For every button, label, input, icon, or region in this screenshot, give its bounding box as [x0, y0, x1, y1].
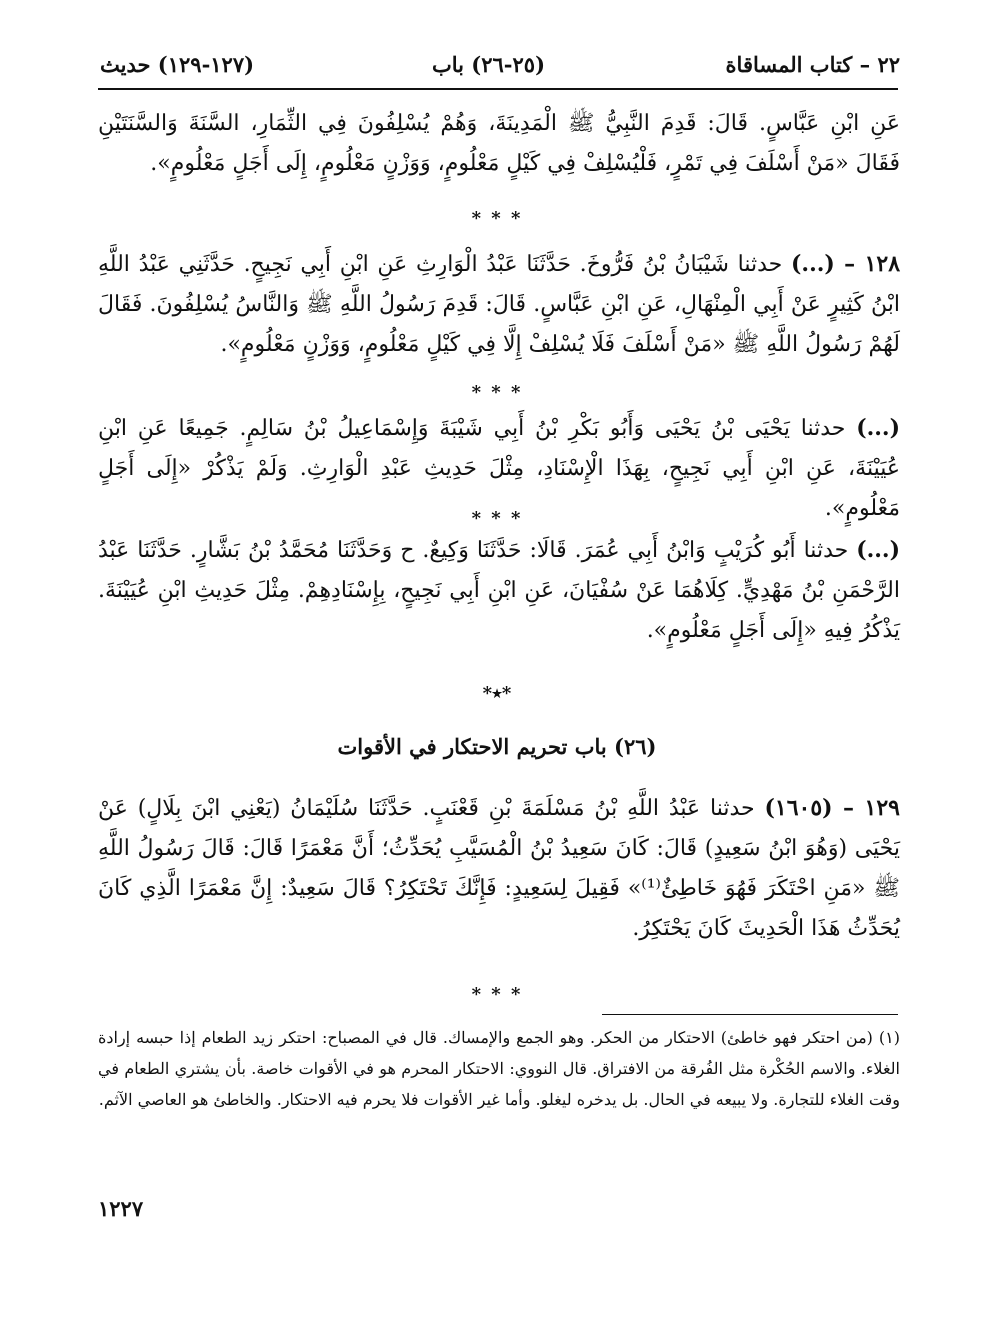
chapter-separator: *٭*	[482, 683, 512, 704]
hadith-number: ١٢٨ – (...)	[791, 251, 901, 277]
hadith-129	[98, 788, 900, 949]
hadith-number: (...)	[856, 537, 900, 563]
hadith-number: ١٢٩ – (١٦٠٥)	[764, 795, 900, 821]
footnote-rule	[602, 1014, 898, 1015]
hadith-text: حدثنا عَبْدُ اللَّهِ بْنُ مَسْلَمَةَ بْنِ قَعْنَبٍ. حَدَّثَنَا سُلَيْمَانُ (يَعْنِي ابْنَ بِلَالٍ) عَنْ يَحْيَى (وَهُوَ ابْنُ سَعِيدٍ) قَالَ: كَانَ سَعِيدُ بْنُ الْمُسَيَّبِ يُحَدِّثُ؛ أَنَّ مَعْمَرًا قَالَ: قَالَ رَسُولُ اللَّهِ ﷺ «مَنِ احْتَكَرَ فَهُوَ خَاطِئٌ⁽¹⁾» فَقِيلَ لِسَعِيدٍ: فَإِنَّكَ تَحْتَكِرُ؟ قَالَ سَعِيدٌ: إِنَّ مَعْمَرًا الَّذِي كَانَ يُحَدِّثُ هَذَا الْحَدِيثَ كَانَ يَحْتَكِرُ.	[98, 796, 900, 941]
section-separator: * * *	[471, 208, 523, 229]
page-number: ١٢٢٧	[98, 1196, 144, 1221]
hadith-number: (...)	[856, 415, 900, 441]
section-separator: * * *	[471, 508, 523, 529]
footnote: (١) (من احتكر فهو خاطئ) الاحتكار من الحكر. وهو الجمع والإمساك. قال في المصباح: احتكر زيد الطعام إذا حبسه إرادة الغلاء. والاسم الحُكْرة مثل الفُرقة من الافتراق. قال النووي: الاحتكار المحرم هو في الأقوات خاصة. بأن يشتري الطعام في وقت الغلاء للتجارة. ولا يبيعه في الحال. بل يدخره ليغلو. وأما غير الأقوات فلا يحرم فيه الاحتكار. والخاطئ هو العاصي الآثم.	[98, 1028, 901, 1109]
header-book-title: ٢٢ – كتاب المساقاة	[725, 52, 900, 77]
hadith-128	[98, 244, 900, 365]
chapter-heading: (٢٦) باب تحريم الاحتكار في الأقوات	[337, 734, 657, 759]
hadith-128-chain-b	[98, 530, 900, 651]
running-header	[100, 48, 900, 84]
hadith-text: حدثنا أَبُو كُرَيْبٍ وَابْنُ أَبِي عُمَرَ. قَالَا: حَدَّثَنَا وَكِيعٌ. ح وَحَدَّثَنَا مُحَمَّدُ بْنُ بَشَّارٍ. حَدَّثَنَا عَبْدُ الرَّحْمَنِ بْنُ مَهْدِيٍّ. كِلَاهُمَا عَنْ سُفْيَانَ، عَنِ ابْنِ أَبِي نَجِيحٍ، بِإِسْنَادِهِمْ. مِثْلَ حَدِيثِ ابْنِ عُيَيْنَةَ. يَذْكُرُ فِيهِ «إِلَى أَجَلٍ مَعْلُومٍ».	[98, 538, 900, 643]
hadith-continuation	[98, 104, 900, 184]
hadith-text: حدثنا شَيْبَانُ بْنُ فَرُّوخَ. حَدَّثَنَا عَبْدُ الْوَارِثِ عَنِ ابْنِ أَبِي نَجِيحٍ. حَدَّثَنِي عَبْدُ اللَّهِ ابْنُ كَثِيرٍ عَنْ أَبِي الْمِنْهَالِ، عَنِ ابْنِ عَبَّاسٍ. قَالَ: قَدِمَ رَسُولُ اللَّهِ ﷺ وَالنَّاسُ يُسْلِفُونَ. فَقَالَ لَهُمْ رَسُولُ اللَّهِ ﷺ «مَنْ أَسْلَفَ فَلَا يُسْلِفْ إِلَّا فِي كَيْلٍ مَعْلُومٍ، وَوَزْنٍ مَعْلُومٍ».	[98, 252, 900, 357]
header-chapter-range: (٢٥-٢٦) باب	[431, 52, 545, 77]
header-rule	[98, 88, 898, 90]
header-hadith-range: (١٢٧-١٢٩) حديث	[100, 52, 255, 77]
section-separator: * * *	[471, 984, 523, 1005]
hadith-text: عَنِ ابْنِ عَبَّاسٍ. قَالَ: قَدِمَ النَّبِيُّ ﷺ الْمَدِينَةَ، وَهُمْ يُسْلِفُونَ فِي الثِّمَارِ، السَّنَةَ وَالسَّنَتَيْنِ فَقَالَ «مَنْ أَسْلَفَ فِي تَمْرٍ، فَلْيُسْلِفْ فِي كَيْلٍ مَعْلُومٍ، وَوَزْنٍ مَعْلُومٍ، إِلَى أَجَلٍ مَعْلُومٍ».	[98, 111, 900, 176]
hadith-text: حدثنا يَحْيَى بْنُ يَحْيَى وَأَبُو بَكْرِ بْنُ أَبِي شَيْبَةَ وَإِسْمَاعِيلُ بْنُ سَالِمٍ. جَمِيعًا عَنِ ابْنِ عُيَيْنَةَ، عَنِ ابْنِ أَبِي نَجِيحٍ، بِهَذَا الْإِسْنَادِ، مِثْلَ حَدِيثِ عَبْدِ الْوَارِثِ. وَلَمْ يَذْكُرْ «إِلَى أَجَلٍ مَعْلُومٍ».	[98, 416, 900, 521]
section-separator: * * *	[471, 382, 523, 403]
